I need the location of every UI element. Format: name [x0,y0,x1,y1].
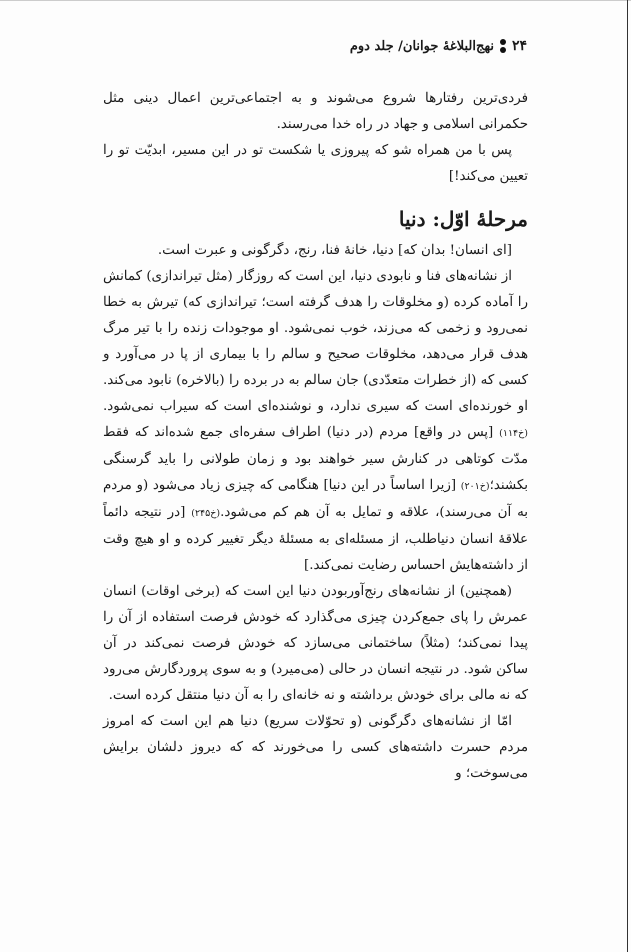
body-text [103,86,528,787]
section-lead: [ای انسان! بدان که] دنیا، خانهٔ فنا، رنج، دگرگونی و عبرت است. [157,243,512,258]
page-top-edge [0,0,631,1]
running-header [350,38,527,54]
citation-3: (خ۲۴۵) [191,508,221,519]
intro-paragraph-2: پس با من همراه شو که پیروزی یا شکست تو در این مسیر، ابدیّت تو را تعیین می‌کند!] [103,143,528,184]
section-paragraph-1 [103,264,528,579]
page-right-edge [627,0,628,952]
header-ornament-icon [500,39,506,53]
section-paragraph-3: امّا از نشانه‌های دگرگونی (و تحوّلات سریع) دنیا هم این است که امروز مردم حسرت داشته‌های کسی را می‌خورند که که دیروز دلشان برایش می‌سوخت؛ و [103,714,528,781]
paragraph-1-part-a: از نشانه‌های فنا و نابودی دنیا، این است که روزگار (مثل تیراندازی) کمانش را آماده کرده (و مخلوقات را هدف گرفته است؛ تیراندازی که) تیرش به خطا نمی‌رود و زخمی که می‌زند، خوب نمی‌شود. او موجودات زنده را با تیر مرگ هدف قرار می‌دهد، مخلوقات صحیح و سالم را با بیماری از پا در می‌آورد و کسی که (از خطرات متعدّدی) جان سالم به در برده را (بالاخره) نابود می‌کند. او خورنده‌ای است که سیری ندارد، و نوشنده‌ای است که سیراب نمی‌شود. [103,269,528,414]
section-heading: مرحلهٔ اوّل: دنیا [398,207,528,231]
citation-1: (خ۱۱۴) [499,428,528,439]
paragraph-1-part-d: [در نتیجه دائماً علاقهٔ انسان دنیاطلب، از مسئله‌ای به مسئلهٔ دیگر تغییر کرده و او هیچ وقت از داشته‌هایش احساس رضایت نمی‌کند.] [103,505,528,573]
intro-paragraph-1: فردی‌ترین رفتارها شروع می‌شوند و به اجتماعی‌ترین اعمال دینی مثل حکمرانی اسلامی و جهاد در راه خدا می‌رسند. [103,91,528,132]
book-title: نهج‌البلاغهٔ جوانان/ جلد دوم [349,38,494,54]
paragraph-1-part-b: [پس در واقع] مردم (در دنیا) اطراف سفره‌ای جمع شده‌اند که فقط مدّت کوتاهی در کنارش سیر خواهند بود و زمان طولانی را باید گرسنگی بکشند؛ [103,425,528,493]
page-number: ۲۴ [511,38,527,54]
citation-2: (خ۲۰۱) [460,481,490,492]
section-paragraph-2: (همچنین) از نشانه‌های رنج‌آوربودن دنیا این است که (برخی اوقات) انسان عمرش را پای جمع‌کردن چیزی می‌گذارد که خودش فرصت استفاده از آن را پیدا نمی‌کند؛ (مثلاً) ساختمانی می‌سازد که خودش فرصت نمی‌کند در آن ساکن شود. در نتیجه انسان در حالی (می‌میرد) و به سوی پروردگارش می‌رود که نه مالی برای خودش برداشته و نه خانه‌ای را به آن دنیا منتقل کرده است. [103,584,528,703]
paragraph-1-part-c: [زیرا اساساً در این دنیا] هنگامی که چیزی زیاد می‌شود (و مردم به آن می‌رسند)، علاقه و تمایل به آن هم کم می‌شود. [103,478,529,520]
